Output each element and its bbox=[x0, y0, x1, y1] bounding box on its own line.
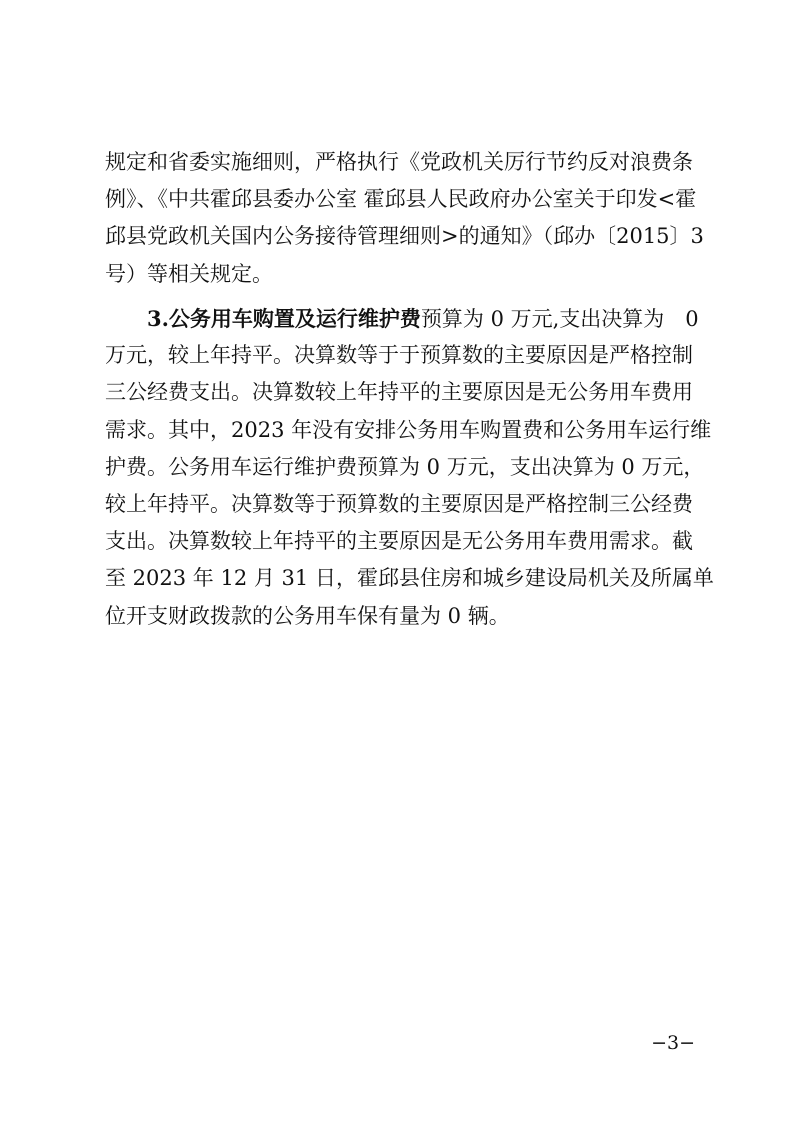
text-line: 例》、《中共霍邱县委办公室 霍邱县人民政府办公室关于印发<霍 bbox=[105, 187, 697, 212]
text-line: 护费。公务用车运行维护费预算为 0 万元，支出决算为 0 万元， bbox=[105, 454, 705, 479]
page-number: −3− bbox=[651, 1032, 695, 1054]
text-line: 号）等相关规定。 bbox=[105, 261, 273, 286]
text-line: 至 2023 年 12 月 31 日，霍邱县住房和城乡建设局机关及所属单 bbox=[105, 566, 714, 591]
text-line: 万元，较上年持平。决算数等于于预算数的主要原因是严格控制 bbox=[105, 343, 693, 368]
text-line: 需求。其中，2023 年没有安排公务用车购置费和公务用车运行维 bbox=[105, 417, 712, 442]
text-line: 三公经费支出。决算数较上年持平的主要原因是无公务用车费用 bbox=[105, 380, 693, 405]
section-heading: 3.公务用车购置及运行维护费 bbox=[147, 306, 421, 331]
text-line: 支出。决算数较上年持平的主要原因是无公务用车费用需求。截 bbox=[105, 529, 693, 554]
paragraph-vehicle-expenses bbox=[105, 300, 714, 635]
text-run: 预算为 0 万元,支出决算为 0 bbox=[420, 307, 699, 331]
text-line: 较上年持平。决算数等于预算数的主要原因是严格控制三公经费 bbox=[105, 491, 693, 516]
text-line: 规定和省委实施细则，严格执行《党政机关厉行节约反对浪费条 bbox=[105, 150, 693, 174]
text-line: 位开支财政拨款的公务用车保有量为 0 辆。 bbox=[105, 603, 510, 628]
text-line: 邱县党政机关国内公务接待管理细则>的通知》（邱办〔2015〕3 bbox=[105, 224, 704, 249]
paragraph-continuation bbox=[105, 144, 704, 293]
text-line-first bbox=[105, 300, 699, 337]
